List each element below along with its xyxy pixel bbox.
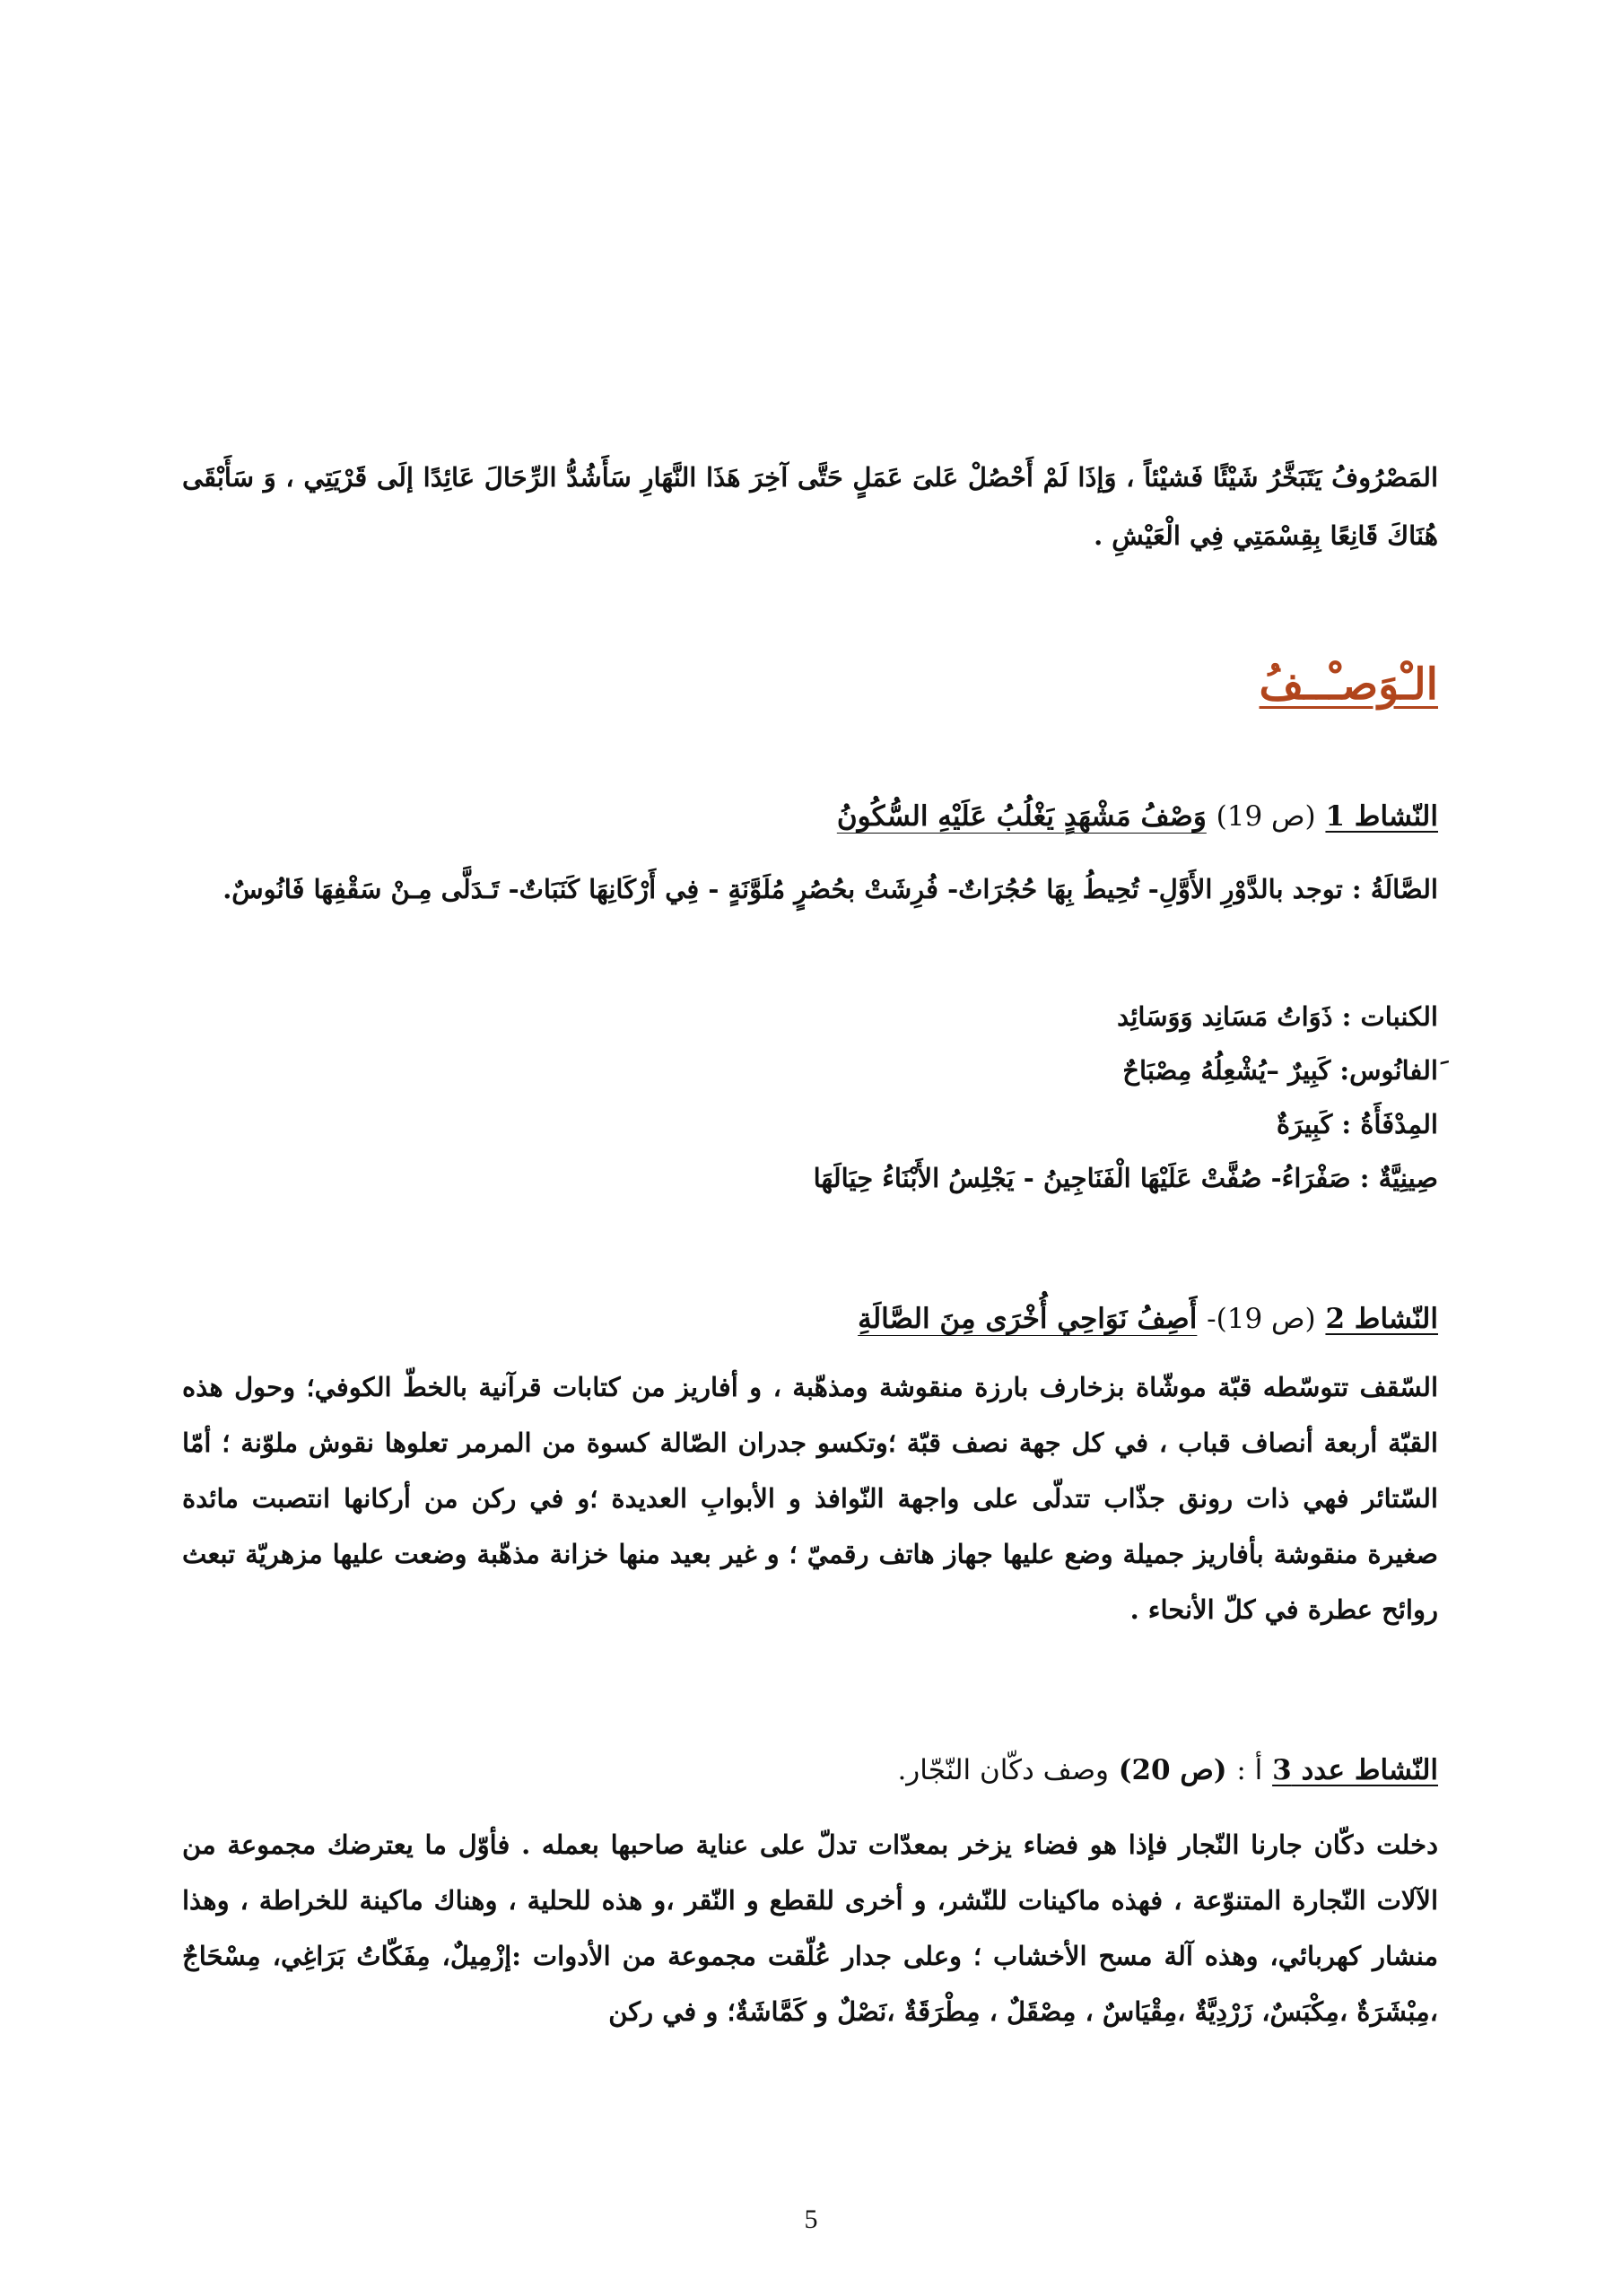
activity-1-detail: َالفانُوس: كَبِيرٌ –يُشْعِلُهُ مِصْبَاحٌ [1122, 1055, 1438, 1086]
activity-1-topic: وَصْفُ مَشْهَدٍ يَغْلُبُ عَلَيْهِ السُّكُونُ [836, 800, 1207, 833]
activity-1-detail: صِينِيَّةٌ : صَفْرَاءُ- صُفَّتْ عَلَيْهَا الْفَنَاجِينُ - يَجْلِسُ الأَبْنَاءُ حِيَالَهَا [813, 1163, 1438, 1193]
page-number: 5 [804, 2204, 818, 2234]
section-title: الـْوَصـْــفُ [1259, 659, 1438, 710]
activity-2-key: النّشاط 2 [1325, 1303, 1438, 1335]
activity-1-key: النّشاط 1 [1325, 800, 1438, 833]
activity-3-key-suffix: أ : [1236, 1754, 1263, 1786]
activity-1-detail: المِدْفَأَةُ : كَبِيرَةٌ [1276, 1109, 1438, 1139]
activity-2-topic: أَصِفُ نَوَاحِي أُخْرَى مِنَ الصَّالَةِ [858, 1303, 1198, 1335]
activity-2-text: السّقف تتوسّطه قبّة موشّاة بزخارف بارزة منقوشة ومذهّبة ، و أفاريز من كتابات قرآنية بالخطّ الكوفي؛ وحول هذه القبّة أربعة أنصاف قباب ، في كل جهة نصف قبّة ؛وتكسو جدران الصّالة كسوة من المرمر تعلوها نقوش ملوّنة ؛ أمّا السّتائر فهي ذات رونق جذّاب تتدلّى على واجهة النّوافذ و الأبوابِ العديدة ؛و في ركن من أركانها انتصبت مائدة صغيرة منقوشة بأفاريز جميلة وضع عليها جهاز هاتف رقميّ ؛ و غير بعيد منها خزانة مذهّبة وضعت عليها مزهريّة تبعث روائح عطرة في كلّ الأنحاء . [182, 1372, 1438, 1625]
activity-1-page-ref: (ص 19) [1216, 800, 1316, 833]
activity-2-heading [182, 1303, 1438, 1335]
activity-3-heading [182, 1754, 1438, 1786]
activity-1-detail: الكنبات : ذَوَاتُ مَسَانِد وَوَسَائِد [1117, 1001, 1438, 1032]
activity-1-heading [182, 800, 1438, 833]
activity-3-key: النّشاط عدد 3 [1272, 1754, 1438, 1786]
intro-paragraph: المَصْرُوفُ يَتَبَخَّرُ شَيْئًا فَشيْئاً ، وَإذَا لَمْ أَحْصُلْ عَلىَ عَمَلٍ حَتَّى آخِرَ هَذَا النَّهَارِ سَأَشُدُّ الرِّحَالَ عَائِدًا إلَى قَرْيَتِي ، وَ سَأَبْقَى هُنَاكَ قَانِعًا بِقِسْمَتِي فِي الْعَيْشِ . [182, 462, 1438, 551]
activity-3-topic: وصف دكّان النّجّار. [897, 1754, 1109, 1786]
activity-3-page-ref: (ص 20) [1118, 1754, 1227, 1786]
activity-1-text: الصَّالَةُ : توجد بالدَّوْرِ الأَوَّلِ- تُحِيطُ بِهَا حُجُرَاتٌ- فُرِشَتْ بحُصُرٍ مُلَوَّنَةٍ - فِي أَرْكَانِهَا كَنَبَاتٌ- تَـدَلَّى مِـنْ سَقْفِهَا فَانُوسٌ. [222, 874, 1438, 904]
activity-2-page-ref: (ص 19)- [1207, 1303, 1316, 1335]
activity-3-text: دخلت دكّان جارنا النّجار فإذا هو فضاء يزخر بمعدّات تدلّ على عناية صاحبها بعمله . فأوّل ما يعترضك مجموعة من الآلات النّجارة المتنوّعة ، فهذه ماكينات للنّشر، و أخرى للقطع و النّقر ،و هذه للحلية ، وهناك ماكينة للخراطة ، وهذا منشار كهربائي، وهذه آلة مسح الأخشاب ؛ وعلى جدار عُلّقت مجموعة من الأدوات :إزْمِيلٌ، مِفَكّاتُ بَرَاغِي، مِسْحَاجٌ ،مِبْشَرَةٌ ،مِكْبَسٌ، زَرْدِيَّةٌ ،مِقْيَاسٌ ، مِصْقَلٌ ، مِطْرَقَةٌ ،نَصْلٌ و كَمَّاشَةٌ؛ و في ركن [182, 1829, 1438, 2027]
